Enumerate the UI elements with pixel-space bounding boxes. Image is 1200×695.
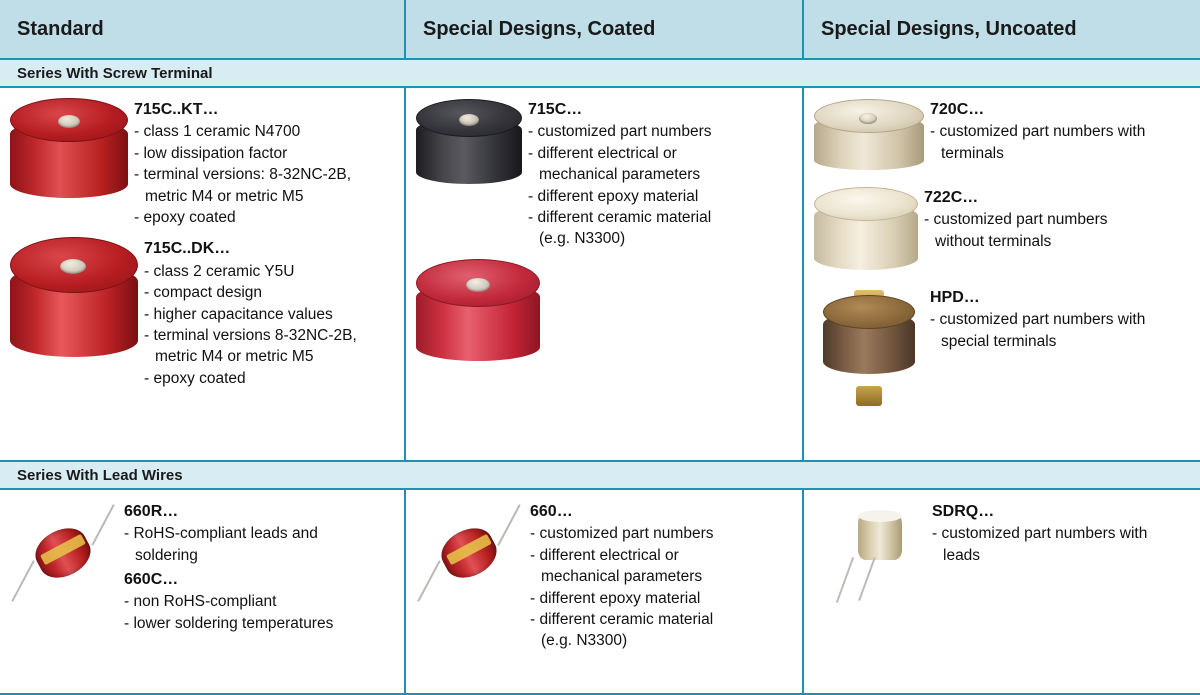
list-item: without terminals <box>935 232 1052 250</box>
cell-screw-coated <box>404 88 802 460</box>
section-header-screw-terminal <box>0 58 1200 88</box>
capacitor-image-715c-pink <box>416 259 540 365</box>
product-entry <box>814 500 1192 604</box>
product-entry <box>10 98 396 229</box>
product-entry <box>416 98 794 251</box>
part-number: 715C..DK… <box>144 240 231 258</box>
list-item: - different electrical or <box>530 546 794 566</box>
list-item: metric M4 or metric M5 <box>145 187 304 205</box>
list-item: - different ceramic material <box>528 208 794 228</box>
part-number: 660R… <box>124 503 179 520</box>
list-item: - customized part numbers <box>528 122 794 142</box>
section-body-screw-terminal <box>0 88 1200 460</box>
feature-list <box>932 524 1192 566</box>
part-number: HPD… <box>930 289 980 306</box>
list-item: metric M4 or metric M5 <box>155 348 314 366</box>
list-item: mechanical parameters <box>539 166 701 184</box>
list-item: mechanical parameters <box>541 568 703 586</box>
column-header-special-coated: Special Designs, Coated <box>404 0 802 58</box>
capacitor-image-660 <box>416 500 524 604</box>
capacitor-image-660r <box>10 500 118 604</box>
list-item: - different epoxy material <box>528 187 794 207</box>
list-item: leads <box>943 546 981 564</box>
list-item: - lower soldering temperatures <box>124 614 396 634</box>
feature-list <box>530 524 794 652</box>
list-item: - different epoxy material <box>530 589 794 609</box>
cell-screw-uncoated <box>802 88 1200 460</box>
list-item: - customized part numbers with <box>930 310 1192 330</box>
column-header-standard: Standard <box>17 17 104 40</box>
list-item: terminals <box>941 144 1004 162</box>
list-item: - epoxy coated <box>144 369 396 389</box>
list-item: - terminal versions: 8-32NC-2B, <box>134 165 396 185</box>
capacitor-image-715c-dark <box>416 98 522 190</box>
capacitor-image-715cdk <box>10 237 138 365</box>
list-item: - customized part numbers with <box>932 524 1192 544</box>
list-item: - different ceramic material <box>530 610 794 630</box>
product-entry <box>10 500 396 635</box>
capacitor-image-720c <box>814 98 924 178</box>
feature-list <box>930 122 1192 164</box>
table-header-row <box>0 0 1200 58</box>
capacitor-image-722c <box>814 186 918 278</box>
cell-leads-coated <box>404 490 802 695</box>
feature-list <box>124 524 396 566</box>
capacitor-image-hpd <box>814 286 924 406</box>
cell-screw-standard <box>0 88 404 460</box>
product-entry <box>416 259 794 365</box>
feature-list <box>528 122 794 250</box>
feature-list <box>134 122 396 228</box>
list-item: - non RoHS-compliant <box>124 592 396 612</box>
cell-leads-uncoated <box>802 490 1200 695</box>
list-item: - low dissipation factor <box>134 144 396 164</box>
section-label: Series With Screw Terminal <box>17 64 213 82</box>
part-number: 720C… <box>930 101 985 118</box>
feature-list-secondary <box>124 592 396 634</box>
part-number: SDRQ… <box>932 503 995 520</box>
list-item: (e.g. N3300) <box>541 632 628 650</box>
capacitor-image-sdrq <box>814 500 926 604</box>
part-number: 715C..KT… <box>134 101 219 118</box>
list-item: - class 2 ceramic Y5U <box>144 262 396 282</box>
product-entry <box>416 500 794 653</box>
list-item: - customized part numbers with <box>930 122 1192 142</box>
column-header-special-uncoated: Special Designs, Uncoated <box>802 0 1200 58</box>
part-number: 722C… <box>924 189 979 206</box>
section-label: Series With Lead Wires <box>17 466 183 484</box>
list-item: - RoHS-compliant leads and <box>124 524 396 544</box>
list-item: - class 1 ceramic N4700 <box>134 122 396 142</box>
product-entry <box>10 237 396 390</box>
part-number-secondary: 660C… <box>124 571 179 589</box>
list-item: - higher capacitance values <box>144 305 396 325</box>
list-item: - compact design <box>144 283 396 303</box>
list-item: - epoxy coated <box>134 208 396 228</box>
list-item: - customized part numbers <box>530 524 794 544</box>
list-item: special terminals <box>941 332 1057 350</box>
list-item: - customized part numbers <box>924 210 1192 230</box>
section-body-lead-wires <box>0 490 1200 695</box>
product-entry <box>814 186 1192 278</box>
list-item: - terminal versions 8-32NC-2B, <box>144 326 396 346</box>
part-number: 715C… <box>528 101 583 118</box>
part-number: 660… <box>530 503 573 520</box>
section-header-lead-wires <box>0 460 1200 490</box>
feature-list <box>924 210 1192 252</box>
product-entry <box>814 286 1192 406</box>
list-item: (e.g. N3300) <box>539 230 626 248</box>
feature-list <box>930 310 1192 352</box>
product-entry <box>814 98 1192 178</box>
list-item: - different electrical or <box>528 144 794 164</box>
feature-list <box>144 262 396 390</box>
capacitor-image-715ckt <box>10 98 128 208</box>
list-item: soldering <box>135 546 198 564</box>
cell-leads-standard <box>0 490 404 695</box>
